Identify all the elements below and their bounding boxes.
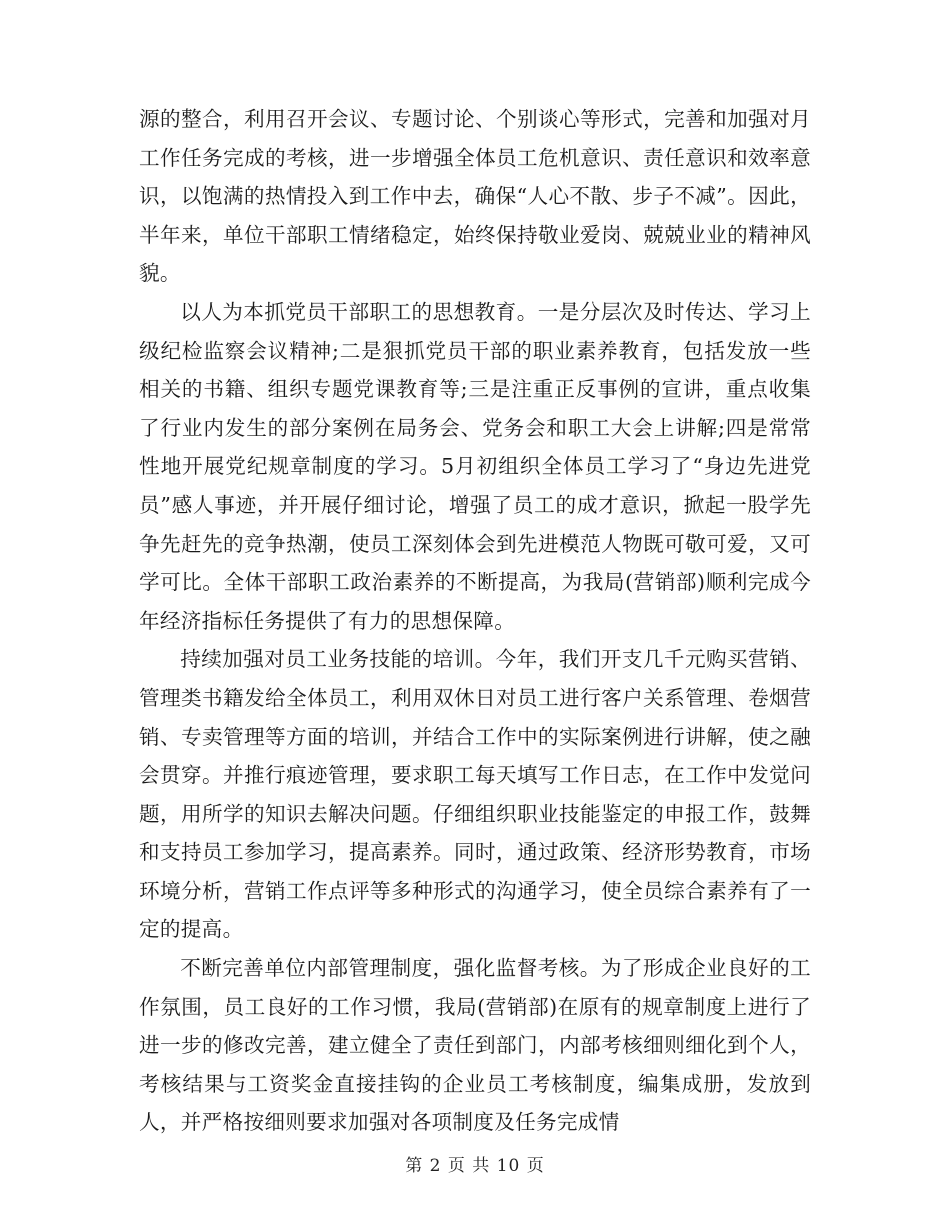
paragraph-skills-training: 持续加强对员工业务技能的培训。今年，我们开支几千元购买营销、管理类书籍发给全体员工，利用双休日对员工进行客户关系管理、卷烟营销、专卖管理等方面的培训，并结合工作中的实际案例进行讲解，使之融会贯穿。并推行痕迹管理，要求职工每天填写工作日志，在工作中发觉问题，用所学的知识去解决问题。仔细组织职业技能鉴定的申报工作，鼓舞和支持员工参加学习，提高素养。同时，通过政策、经济形势教育，市场环境分析，营销工作点评等多种形式的沟通学习，使全员综合素养有了一定的提高。	[139, 647, 811, 942]
paragraph-management-system: 不断完善单位内部管理制度，强化监督考核。为了形成企业良好的工作氛围，员工良好的工作习惯，我局(营销部)在原有的规章制度上进行了进一步的修改完善，建立健全了责任到部门，内部考核细则细化到个人，考核结果与工资奖金直接挂钩的企业员工考核制度，编集成册，发放到人，并严格按细则要求加强对各项制度及任务完成情	[139, 956, 811, 1135]
paragraph-ideological-education: 以人为本抓党员干部职工的思想教育。一是分层次及时传达、学习上级纪检监察会议精神;二是狠抓党员干部的职业素养教育，包括发放一些相关的书籍、组织专题党课教育等;三是注重正反事例的宣讲，重点收集了行业内发生的部分案例在局务会、党务会和职工大会上讲解;四是常常性地开展党纪规章制度的学习。5月初组织全体员工学习了“身边先进党员”感人事迹，并开展仔细讨论，增强了员工的成才意识，掀起一股学先争先赶先的竞争热潮，使员工深刻体会到先进模范人物既可敬可爱，又可学可比。全体干部职工政治素养的不断提高，为我局(营销部)顺利完成今年经济指标任务提供了有力的思想保障。	[139, 299, 811, 633]
page-number-footer: 第 2 页 共 10 页	[405, 1156, 545, 1176]
document-body	[139, 100, 811, 1142]
paragraph-continued: 源的整合，利用召开会议、专题讨论、个别谈心等形式，完善和加强对月工作任务完成的考核，进一步增强全体员工危机意识、责任意识和效率意识，以饱满的热情投入到工作中去，确保“人心不散、步子不减”。因此，半年来，单位干部职工情绪稳定，始终保持敬业爱岗、兢兢业业的精神风貌。	[139, 107, 811, 286]
